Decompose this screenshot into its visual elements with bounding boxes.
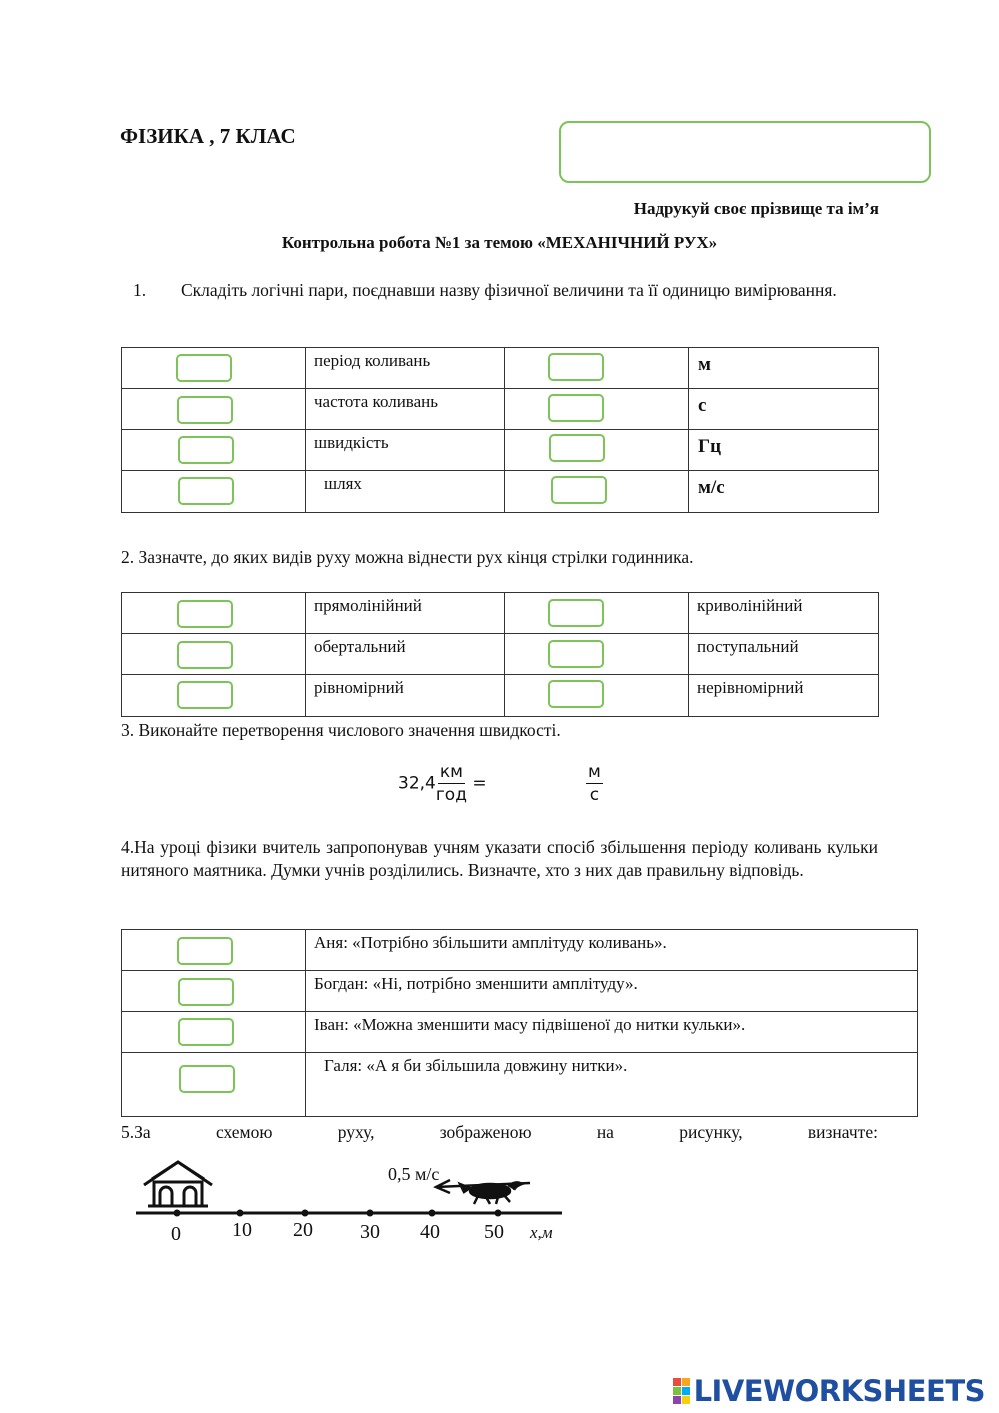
q5-word: рисунку,	[679, 1122, 743, 1142]
answer-box[interactable]	[548, 680, 604, 708]
quantity-label: частота коливань	[314, 392, 439, 411]
page-title: ФІЗИКА , 7 КЛАС	[120, 124, 296, 148]
answer-box[interactable]	[548, 353, 604, 381]
table-row	[122, 593, 879, 634]
tick-label-50: 50	[484, 1221, 504, 1243]
tick-label-30: 30	[360, 1221, 380, 1243]
answer-box[interactable]	[548, 599, 604, 627]
table-row	[122, 930, 918, 971]
tick-label-10: 10	[232, 1219, 252, 1241]
answer-box[interactable]	[176, 354, 232, 382]
q5-word: руху,	[337, 1122, 375, 1142]
q5-word: на	[596, 1122, 614, 1142]
unit-km: км	[439, 762, 463, 782]
unit-m: м	[588, 762, 601, 782]
answer-box[interactable]	[178, 477, 234, 505]
equals-sign: =	[472, 773, 487, 794]
quantity-label: швидкість	[314, 433, 389, 452]
tick-labels	[171, 1219, 553, 1245]
answer-box[interactable]	[177, 681, 233, 709]
motion-type-label: прямолінійний	[314, 596, 422, 615]
name-input-box[interactable]	[559, 121, 931, 183]
unit-s: с	[589, 785, 600, 805]
motion-type-label: рівномірний	[314, 678, 404, 697]
question-1-prompt: Складіть логічні пари, поєднавши назву фізичної величини та її одиницю вимірювання.	[181, 280, 837, 300]
student-answer: Богдан: «Ні, потрібно зменшити амплітуду».	[314, 974, 638, 993]
answer-box[interactable]	[548, 640, 604, 668]
quantity-label: період коливань	[314, 351, 431, 370]
student-answer: Аня: «Потрібно збільшити амплітуду коливань».	[314, 933, 667, 952]
motion-type-label: обертальний	[314, 637, 406, 656]
unit-label: Гц	[698, 436, 722, 457]
answer-box[interactable]	[177, 641, 233, 669]
table-row	[122, 430, 879, 471]
liveworksheets-logo	[673, 1374, 985, 1408]
answer-box[interactable]	[177, 937, 233, 965]
axis-label: x,м	[530, 1223, 553, 1242]
tick-label-40: 40	[420, 1221, 440, 1243]
table-row	[122, 1012, 918, 1053]
speed-value: 32,4	[398, 773, 436, 794]
student-answer: Іван: «Можна зменшити масу підвішеної до нитки кульки».	[314, 1015, 746, 1034]
result-unit	[586, 762, 603, 805]
answer-box[interactable]	[178, 978, 234, 1006]
table-row	[122, 389, 879, 430]
unit-hour: год	[435, 785, 467, 805]
q5-word: схемою	[215, 1122, 273, 1142]
brand-logo-icon	[673, 1378, 690, 1404]
unit-label: м	[698, 354, 711, 375]
motion-type-label: поступальний	[697, 637, 799, 656]
answer-box[interactable]	[548, 394, 604, 422]
result-unit-fraction	[586, 762, 603, 805]
table-row	[122, 471, 879, 513]
q5-word: зображеною	[439, 1122, 532, 1142]
question-2-text: 2. Зазначте, до яких видів руху можна віднести рух кінця стрілки годинника.	[121, 547, 694, 567]
question-3-text: 3. Виконайте перетворення числового значення швидкості.	[121, 720, 561, 740]
student-answer: Галя: «А я би збільшила довжину нитки».	[324, 1056, 628, 1075]
question-1-number: 1.	[133, 280, 147, 300]
answer-box[interactable]	[178, 436, 234, 464]
table-row	[122, 348, 879, 389]
answer-box[interactable]	[177, 600, 233, 628]
question-4-text: 4.На уроці фізики вчитель запропонував учням указати спосіб збільшення періоду коливань кульки нитяного маятника. Думки учнів розділились. Визначте, хто з них дав правильну відповідь.	[121, 837, 878, 880]
unit-label: с	[698, 395, 707, 416]
answer-box[interactable]	[551, 476, 607, 504]
speed-unit-fraction	[436, 762, 467, 805]
brand-name: LIVEWORKSHEETS	[693, 1374, 985, 1408]
house-icon	[144, 1162, 212, 1206]
name-hint: Надрукуй своє прізвище та ім’я	[633, 199, 879, 218]
table-row	[122, 634, 879, 675]
answer-box[interactable]	[179, 1065, 235, 1093]
question-1-table	[121, 347, 879, 513]
q5-word: 5.За	[121, 1122, 151, 1142]
motion-type-label: криволінійний	[697, 596, 803, 615]
table-row	[122, 971, 918, 1012]
table-row	[122, 675, 879, 717]
q5-word: визначте:	[807, 1122, 878, 1142]
tick-label-0: 0	[171, 1223, 181, 1245]
conversion-formula	[398, 762, 487, 805]
test-subtitle: Контрольна робота №1 за темою «МЕХАНІЧНИЙ РУХ»	[281, 233, 718, 252]
question-5-text	[121, 1121, 878, 1144]
motion-type-label: нерівномірний	[697, 678, 804, 697]
speed-label: 0,5 м/с	[388, 1164, 440, 1184]
answer-box[interactable]	[177, 396, 233, 424]
answer-box[interactable]	[549, 434, 605, 462]
question-2-table	[121, 592, 879, 717]
table-row	[122, 1053, 918, 1117]
question-4-table	[121, 929, 918, 1117]
answer-box[interactable]	[178, 1018, 234, 1046]
unit-label: м/с	[698, 477, 725, 498]
tick-label-20: 20	[293, 1219, 313, 1241]
question-1-text	[133, 279, 878, 302]
quantity-label: шлях	[324, 474, 362, 493]
motion-diagram	[130, 1158, 570, 1248]
